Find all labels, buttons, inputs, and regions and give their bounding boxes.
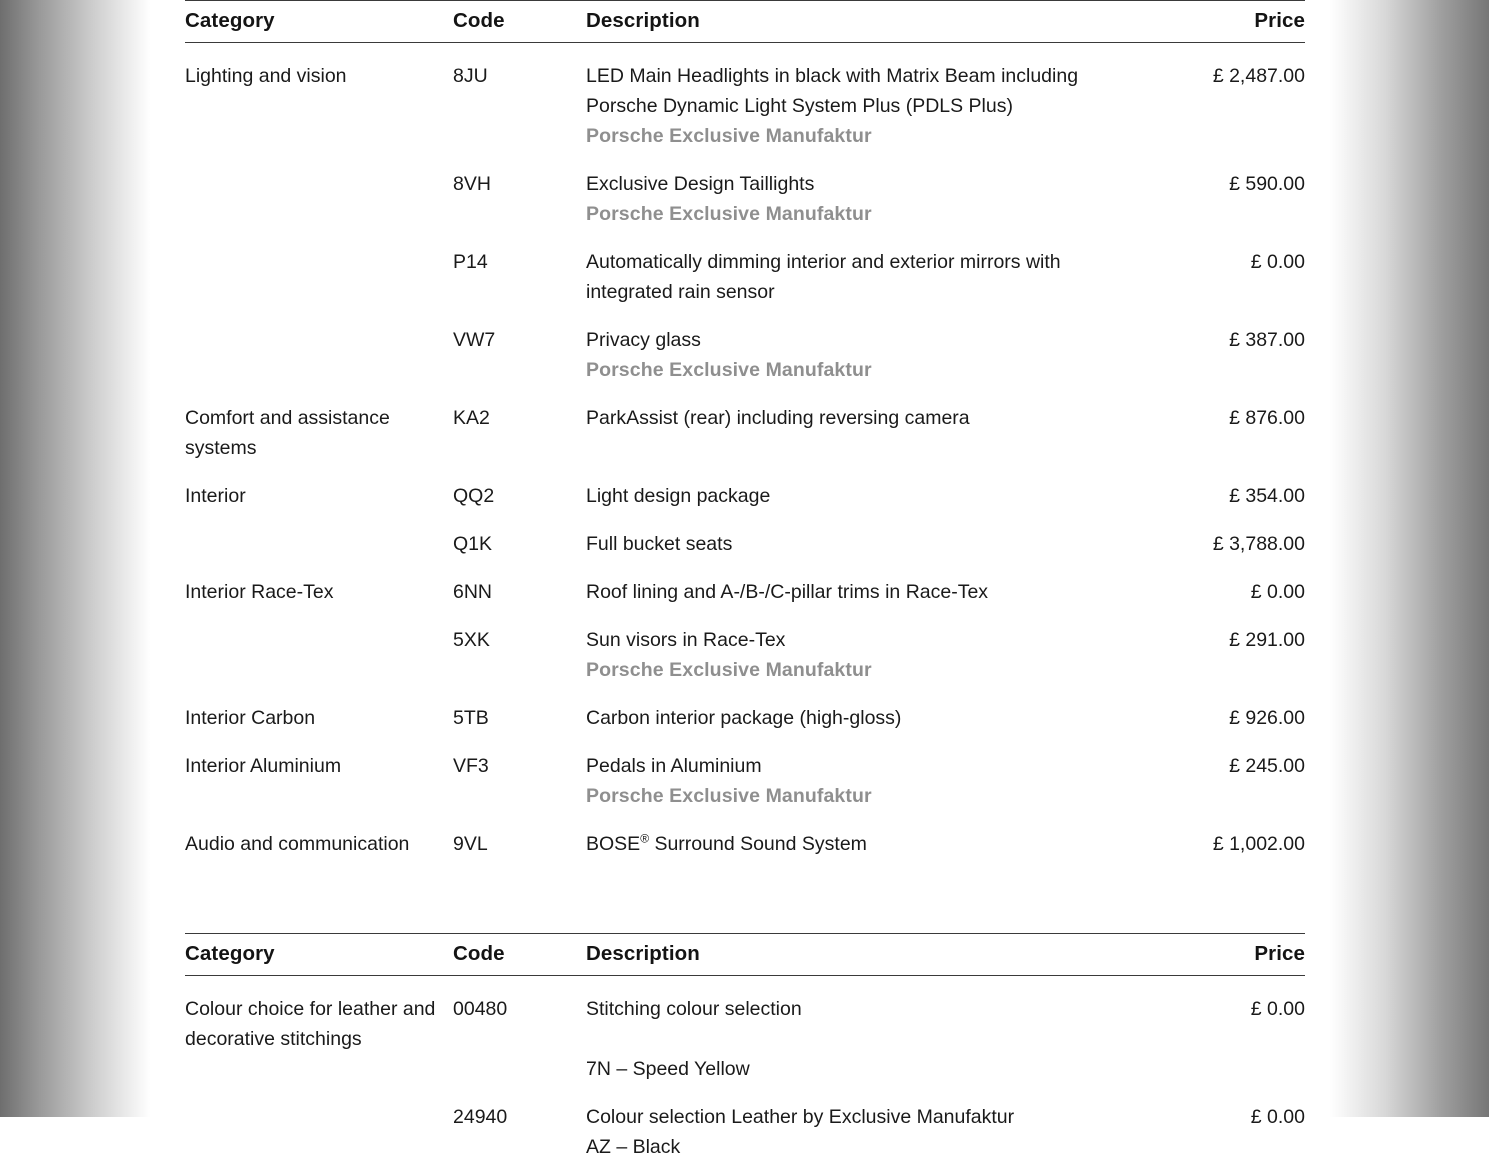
section-gap	[185, 859, 1305, 933]
table-row	[185, 151, 1305, 229]
document-content	[185, 0, 1305, 1162]
cell-description	[586, 307, 1146, 385]
description-line: Stitching colour selection	[586, 994, 1132, 1024]
table-header-2	[185, 934, 1305, 976]
cell-description	[586, 811, 1146, 859]
description-line: AZ – Black	[586, 1132, 1132, 1162]
exclusive-manufaktur-label: Porsche Exclusive Manufaktur	[586, 655, 1132, 685]
cell-description	[586, 385, 1146, 463]
description-line: Pedals in Aluminium	[586, 751, 1132, 781]
cell-category: Interior Race-Tex	[185, 559, 453, 607]
description-line: Carbon interior package (high-gloss)	[586, 703, 1132, 733]
table-row	[185, 385, 1305, 463]
cell-price: £ 0.00	[1146, 559, 1305, 607]
description-line: Sun visors in Race-Tex	[586, 625, 1132, 655]
cell-price: £ 291.00	[1146, 607, 1305, 685]
table-row	[185, 229, 1305, 307]
cell-category: Interior Aluminium	[185, 733, 453, 811]
cell-code: 6NN	[453, 559, 586, 607]
description-line: BOSE® Surround Sound System	[586, 829, 1132, 859]
cell-description	[586, 151, 1146, 229]
cell-category	[185, 511, 453, 559]
cell-category: Audio and communication	[185, 811, 453, 859]
cell-category	[185, 229, 453, 307]
cell-category	[185, 607, 453, 685]
description-line: LED Main Headlights in black with Matrix Beam including	[586, 61, 1132, 91]
table-row	[185, 307, 1305, 385]
table-header-row-2	[185, 934, 1305, 976]
column-header-description-2: Description	[586, 934, 1146, 976]
column-header-price: Price	[1146, 1, 1305, 43]
description-line: Exclusive Design Taillights	[586, 169, 1132, 199]
options-table-colours	[185, 933, 1305, 1162]
cell-price: £ 0.00	[1146, 1084, 1305, 1162]
cell-price: £ 2,487.00	[1146, 43, 1305, 152]
table-row	[185, 463, 1305, 511]
cell-description	[586, 685, 1146, 733]
cell-code: Q1K	[453, 511, 586, 559]
table-row	[185, 559, 1305, 607]
column-header-category: Category	[185, 1, 453, 43]
cell-category	[185, 1084, 453, 1162]
cell-code: 8JU	[453, 43, 586, 152]
description-line: Light design package	[586, 481, 1132, 511]
cell-code: P14	[453, 229, 586, 307]
cell-price: £ 1,002.00	[1146, 811, 1305, 859]
description-line: integrated rain sensor	[586, 277, 1132, 307]
column-header-category-2: Category	[185, 934, 453, 976]
exclusive-manufaktur-label: Porsche Exclusive Manufaktur	[586, 121, 1132, 151]
table-header	[185, 1, 1305, 43]
exclusive-manufaktur-label: Porsche Exclusive Manufaktur	[586, 199, 1132, 229]
cell-code: 24940	[453, 1084, 586, 1162]
cell-price: £ 3,788.00	[1146, 511, 1305, 559]
table-header-row	[185, 1, 1305, 43]
exclusive-manufaktur-label: Porsche Exclusive Manufaktur	[586, 781, 1132, 811]
table-row	[185, 607, 1305, 685]
options-table-equipment	[185, 0, 1305, 859]
table-row	[185, 733, 1305, 811]
cell-description	[586, 976, 1146, 1085]
cell-category: Lighting and vision	[185, 43, 453, 152]
description-line: Porsche Dynamic Light System Plus (PDLS Plus)	[586, 91, 1132, 121]
document-sheet	[150, 0, 1330, 1117]
cell-category	[185, 307, 453, 385]
cell-price: £ 354.00	[1146, 463, 1305, 511]
description-line: Full bucket seats	[586, 529, 1132, 559]
table-row	[185, 685, 1305, 733]
description-line: 7N – Speed Yellow	[586, 1054, 1132, 1084]
cell-code: VW7	[453, 307, 586, 385]
cell-category	[185, 151, 453, 229]
cell-price: £ 0.00	[1146, 229, 1305, 307]
cell-description	[586, 511, 1146, 559]
description-line: Roof lining and A-/B-/C-pillar trims in Race-Tex	[586, 577, 1132, 607]
cell-description	[586, 229, 1146, 307]
table-body-colours	[185, 976, 1305, 1162]
cell-code: 9VL	[453, 811, 586, 859]
cell-code: 00480	[453, 976, 586, 1085]
cell-code: VF3	[453, 733, 586, 811]
table-row	[185, 1084, 1305, 1162]
cell-price: £ 387.00	[1146, 307, 1305, 385]
cell-category: Interior Carbon	[185, 685, 453, 733]
table-row	[185, 811, 1305, 859]
column-header-price-2: Price	[1146, 934, 1305, 976]
cell-price: £ 0.00	[1146, 976, 1305, 1085]
description-line: Colour selection Leather by Exclusive Manufaktur	[586, 1102, 1132, 1132]
cell-code: QQ2	[453, 463, 586, 511]
table-body-equipment	[185, 43, 1305, 860]
description-line: ParkAssist (rear) including reversing camera	[586, 403, 1132, 433]
cell-category: Interior	[185, 463, 453, 511]
cell-code: 5TB	[453, 685, 586, 733]
description-line	[586, 1024, 1132, 1054]
exclusive-manufaktur-label: Porsche Exclusive Manufaktur	[586, 355, 1132, 385]
cell-price: £ 926.00	[1146, 685, 1305, 733]
cell-code: KA2	[453, 385, 586, 463]
cell-description	[586, 43, 1146, 152]
cell-price: £ 590.00	[1146, 151, 1305, 229]
cell-description	[586, 559, 1146, 607]
registered-mark: ®	[640, 832, 649, 846]
description-line: Privacy glass	[586, 325, 1132, 355]
cell-code: 5XK	[453, 607, 586, 685]
column-header-description: Description	[586, 1, 1146, 43]
cell-code: 8VH	[453, 151, 586, 229]
column-header-code-2: Code	[453, 934, 586, 976]
cell-description	[586, 733, 1146, 811]
cell-category: Comfort and assistance systems	[185, 385, 453, 463]
column-header-code: Code	[453, 1, 586, 43]
cell-description	[586, 463, 1146, 511]
cell-price: £ 245.00	[1146, 733, 1305, 811]
cell-description	[586, 1084, 1146, 1162]
table-row	[185, 43, 1305, 152]
table-row	[185, 511, 1305, 559]
cell-description	[586, 607, 1146, 685]
cell-category: Colour choice for leather and decorative stitchings	[185, 976, 453, 1085]
cell-price: £ 876.00	[1146, 385, 1305, 463]
description-line: Automatically dimming interior and exterior mirrors with	[586, 247, 1132, 277]
table-row	[185, 976, 1305, 1085]
